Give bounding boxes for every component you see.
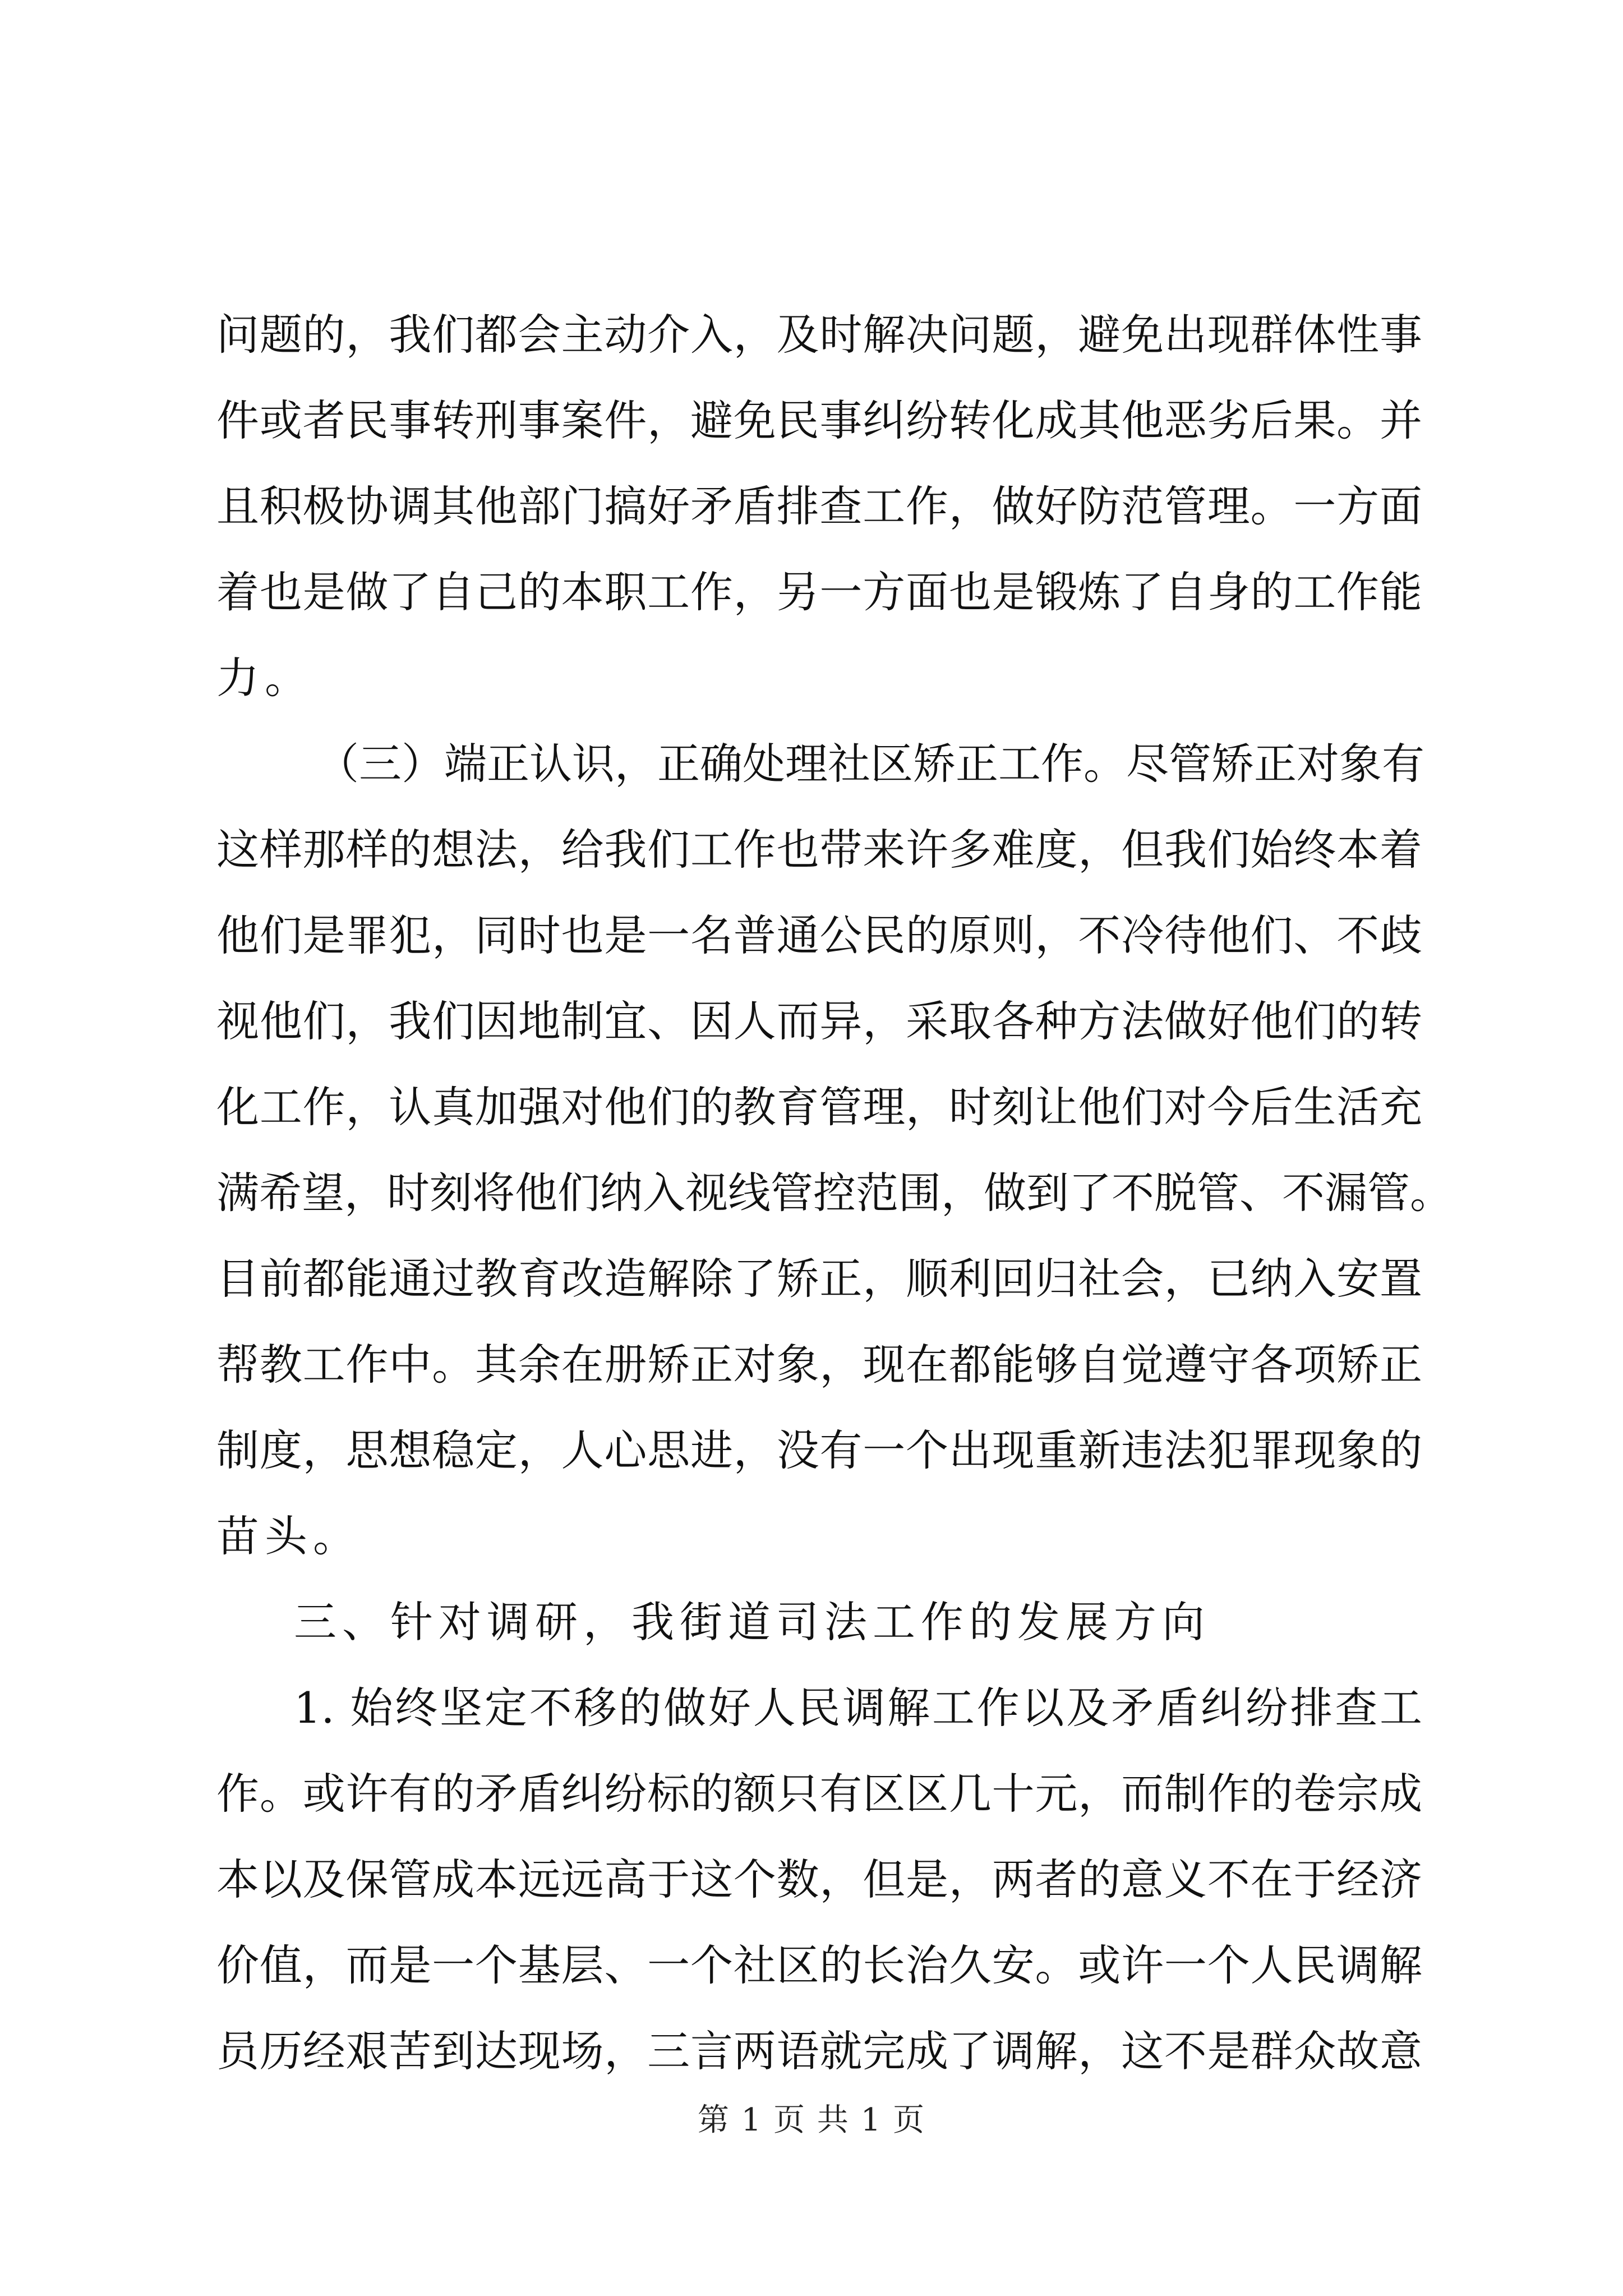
text-line: 着也是做了自己的本职工作，另一方面也是锻炼了自身的工作能 xyxy=(216,567,1422,617)
text-line: 视他们，我们因地制宜、因人而异，采取各种方法做好他们的转 xyxy=(216,996,1422,1046)
text-line: 力。 xyxy=(216,653,313,703)
page-number-footer: 第 1 页 共 1 页 xyxy=(697,2102,926,2138)
text-line: 目前都能通过教育改造解除了矫正，顺利回归社会，已纳入安置 xyxy=(216,1254,1422,1304)
text-line: 员历经艰苦到达现场，三言两语就完成了调解，这不是群众故意 xyxy=(216,2026,1422,2076)
text-line: 且积极协调其他部门搞好矛盾排查工作，做好防范管理。一方面 xyxy=(216,481,1422,531)
text-line: 制度，思想稳定，人心思进，没有一个出现重新违法犯罪现象的 xyxy=(216,1425,1422,1475)
numbered-item-line: 1. 始终坚定不移的做好人民调解工作以及矛盾纠纷排查工 xyxy=(294,1683,1422,1733)
text-line: 化工作，认真加强对他们的教育管理，时刻让他们对今后生活充 xyxy=(216,1082,1422,1132)
text-line: 价值，而是一个基层、一个社区的长治久安。或许一个人民调解 xyxy=(216,1940,1422,1990)
text-line: 这样那样的想法，给我们工作也带来许多难度，但我们始终本着 xyxy=(216,825,1422,875)
section-heading-line: （三）端正认识，正确处理社区矫正工作。尽管矫正对象有 xyxy=(316,739,1424,789)
text-line: 作。或许有的矛盾纠纷标的额只有区区几十元，而制作的卷宗成 xyxy=(216,1769,1422,1819)
text-line: 苗头。 xyxy=(216,1511,361,1561)
text-line: 件或者民事转刑事案件，避免民事纠纷转化成其他恶劣后果。并 xyxy=(216,395,1422,445)
text-line: 满希望，时刻将他们纳入视线管控范围，做到了不脱管、不漏管。 xyxy=(216,1168,1453,1218)
document-body xyxy=(216,292,1453,2094)
section-heading: 三、针对调研，我街道司法工作的发展方向 xyxy=(294,1597,1210,1647)
text-line: 本以及保管成本远远高于这个数，但是，两者的意义不在于经济 xyxy=(216,1855,1422,1904)
text-line: 他们是罪犯，同时也是一名普通公民的原则，不冷待他们、不歧 xyxy=(216,910,1422,960)
text-line: 问题的，我们都会主动介入，及时解决问题，避免出现群体性事 xyxy=(216,310,1422,360)
text-line: 帮教工作中。其余在册矫正对象，现在都能够自觉遵守各项矫正 xyxy=(216,1340,1422,1389)
